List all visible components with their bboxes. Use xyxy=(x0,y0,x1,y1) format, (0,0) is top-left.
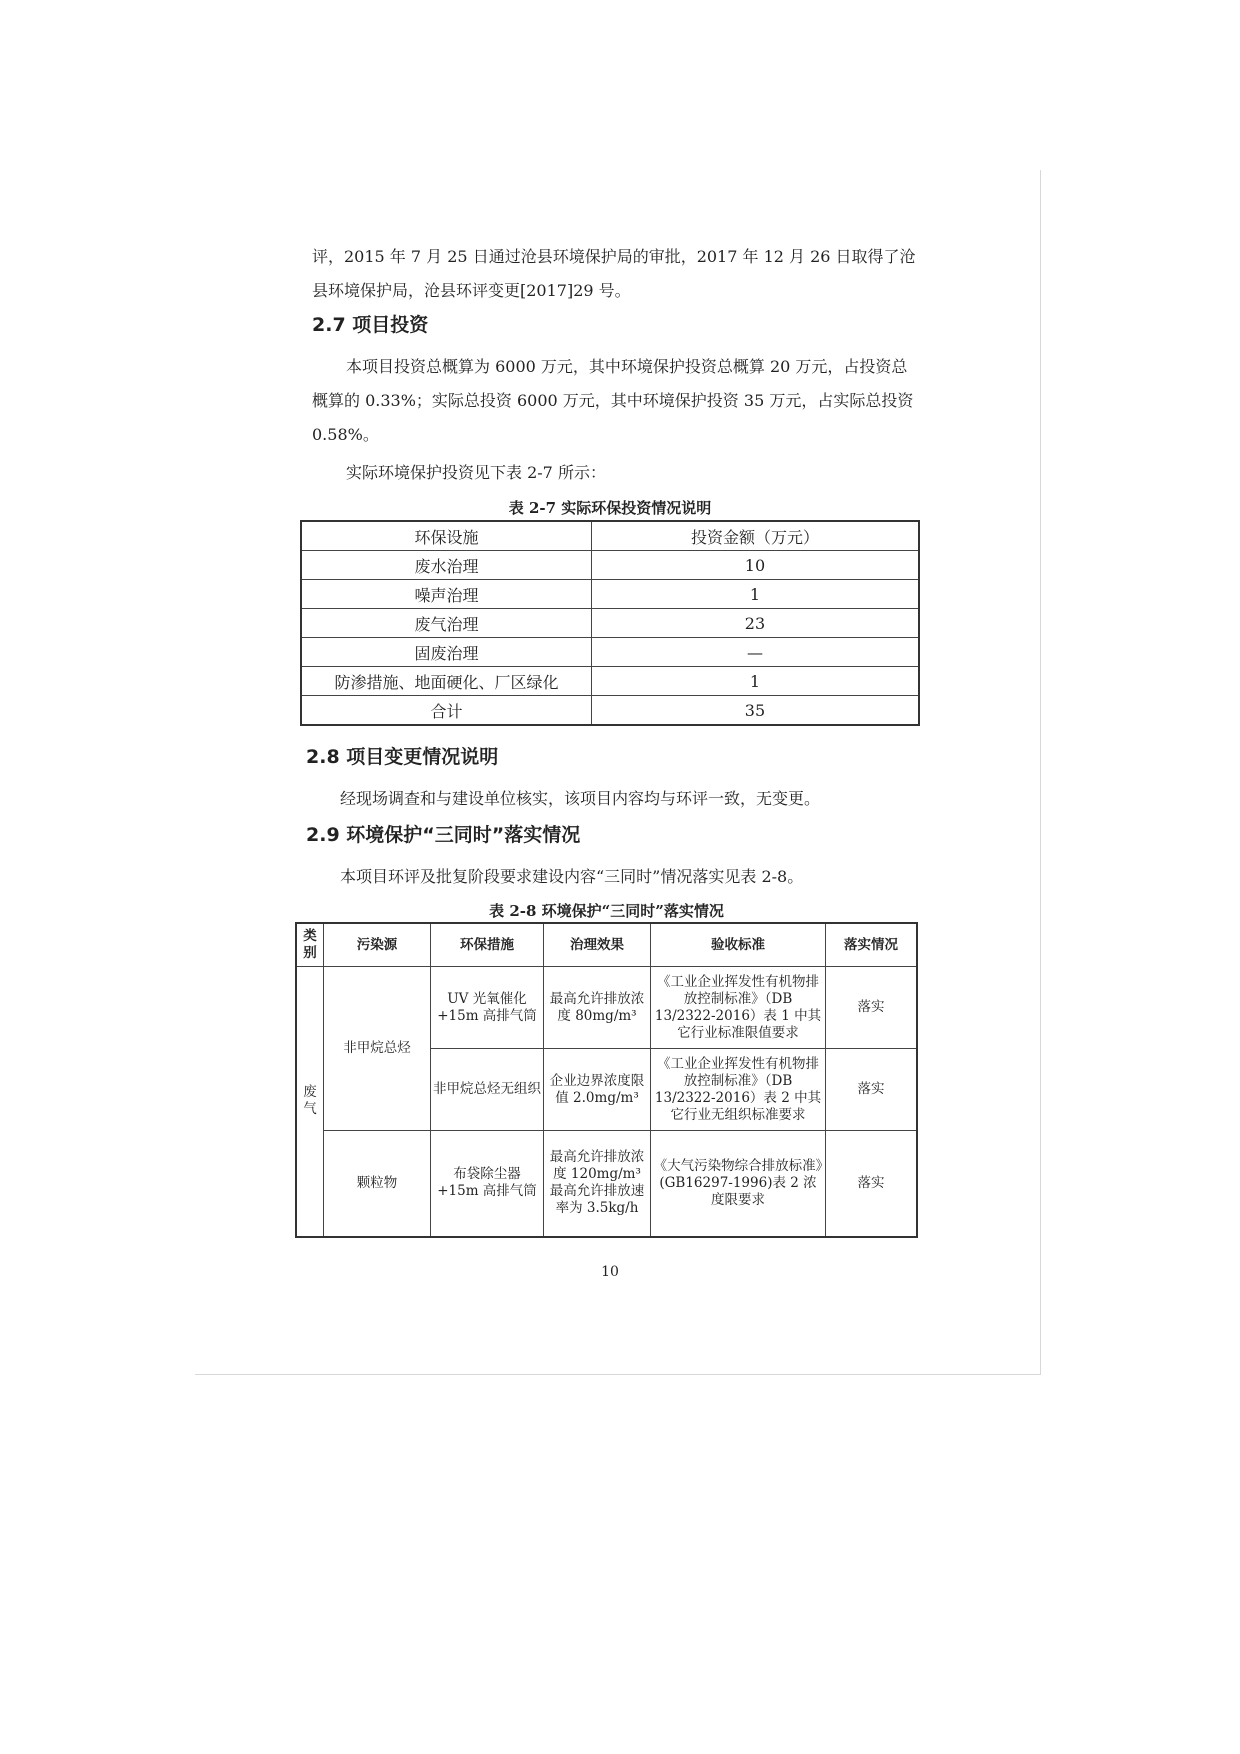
table-row xyxy=(301,580,919,609)
table-row xyxy=(296,967,917,1049)
table-2-8-caption: 表 2-8 环境保护“三同时”落实情况 xyxy=(489,902,724,920)
measure-cell: 非甲烷总烃无组织 xyxy=(431,1049,544,1131)
facility-cell: 防渗措施、地面硬化、厂区绿化 xyxy=(301,667,591,696)
amount-cell: 10 xyxy=(591,551,919,580)
three-simultaneous-paragraph: 本项目环评及批复阶段要求建设内容“三同时”情况落实见表 2-8。 xyxy=(340,867,804,886)
section-heading-2-7: 2.7 项目投资 xyxy=(312,314,429,336)
status-cell: 落实 xyxy=(826,1049,918,1131)
table-row xyxy=(301,667,919,696)
effect-cell: 企业边界浓度限值 2.0mg/m³ xyxy=(544,1049,651,1131)
facility-cell: 噪声治理 xyxy=(301,580,591,609)
column-header: 类别 xyxy=(296,923,324,967)
column-header: 污染源 xyxy=(324,923,431,967)
investment-table-intro: 实际环境保护投资见下表 2-7 所示： xyxy=(346,463,606,482)
amount-cell: 23 xyxy=(591,609,919,638)
facility-cell: 废水治理 xyxy=(301,551,591,580)
facility-cell: 合计 xyxy=(301,696,591,726)
standard-cell: 《大气污染物综合排放标准》(GB16297-1996)表 2 浓度限要求 xyxy=(651,1131,826,1237)
standard-cell: 《工业企业挥发性有机物排放控制标准》（DB 13/2322-2016）表 2 中其它行业无组织标准要求 xyxy=(651,1049,826,1131)
column-header: 环保措施 xyxy=(431,923,544,967)
effect-cell: 最高允许排放浓度 120mg/m³ 最高允许排放速率为 3.5kg/h xyxy=(544,1131,651,1237)
table-total-row xyxy=(301,696,919,726)
measure-cell: 布袋除尘器+15m 高排气筒 xyxy=(431,1131,544,1237)
category-cell: 废气 xyxy=(296,967,324,1237)
section-heading-2-8: 2.8 项目变更情况说明 xyxy=(306,746,499,768)
facility-cell: 固废治理 xyxy=(301,638,591,667)
page-edge-right xyxy=(1040,170,1041,1375)
page-number: 10 xyxy=(601,1264,619,1280)
table-row xyxy=(301,609,919,638)
table-header-row xyxy=(301,521,919,551)
status-cell: 落实 xyxy=(826,967,918,1049)
table-row xyxy=(296,1131,917,1237)
pollution-source-cell: 颗粒物 xyxy=(324,1131,431,1237)
change-paragraph: 经现场调查和与建设单位核实，该项目内容均与环评一致，无变更。 xyxy=(340,789,821,808)
effect-cell: 最高允许排放浓度 80mg/m³ xyxy=(544,967,651,1049)
amount-cell: 35 xyxy=(591,696,919,726)
continuation-paragraph: 评，2015 年 7 月 25 日通过沧县环境保护局的审批，2017 年 12 月 26 日取得了沧县环境保护局，沧县环评变更[2017]29 号。 xyxy=(312,247,916,300)
measure-cell: UV 光氧催化+15m 高排气筒 xyxy=(431,967,544,1049)
investment-table xyxy=(300,520,920,726)
amount-cell: 1 xyxy=(591,580,919,609)
column-header: 投资金额（万元） xyxy=(591,521,919,551)
investment-paragraph: 本项目投资总概算为 6000 万元，其中环境保护投资总概算 20 万元，占投资总概算的 0.33%；实际总投资 6000 万元，其中环境保护投资 35 万元，占实际总投资 0.58%。 xyxy=(312,357,914,444)
facility-cell: 废气治理 xyxy=(301,609,591,638)
page-edge-bottom xyxy=(195,1374,1041,1375)
table-2-7-caption: 表 2-7 实际环保投资情况说明 xyxy=(508,499,712,517)
amount-cell: — xyxy=(591,638,919,667)
pollution-source-cell: 非甲烷总烃 xyxy=(324,967,431,1131)
column-header: 落实情况 xyxy=(826,923,918,967)
section-heading-2-9: 2.9 环境保护“三同时”落实情况 xyxy=(306,824,581,846)
status-cell: 落实 xyxy=(826,1131,918,1237)
table-row xyxy=(301,551,919,580)
table-row xyxy=(301,638,919,667)
column-header: 验收标准 xyxy=(651,923,826,967)
table-header-row xyxy=(296,923,917,967)
amount-cell: 1 xyxy=(591,667,919,696)
column-header: 环保设施 xyxy=(301,521,591,551)
three-simultaneous-table xyxy=(295,922,918,1238)
standard-cell: 《工业企业挥发性有机物排放控制标准》（DB 13/2322-2016）表 1 中其它行业标准限值要求 xyxy=(651,967,826,1049)
column-header: 治理效果 xyxy=(544,923,651,967)
